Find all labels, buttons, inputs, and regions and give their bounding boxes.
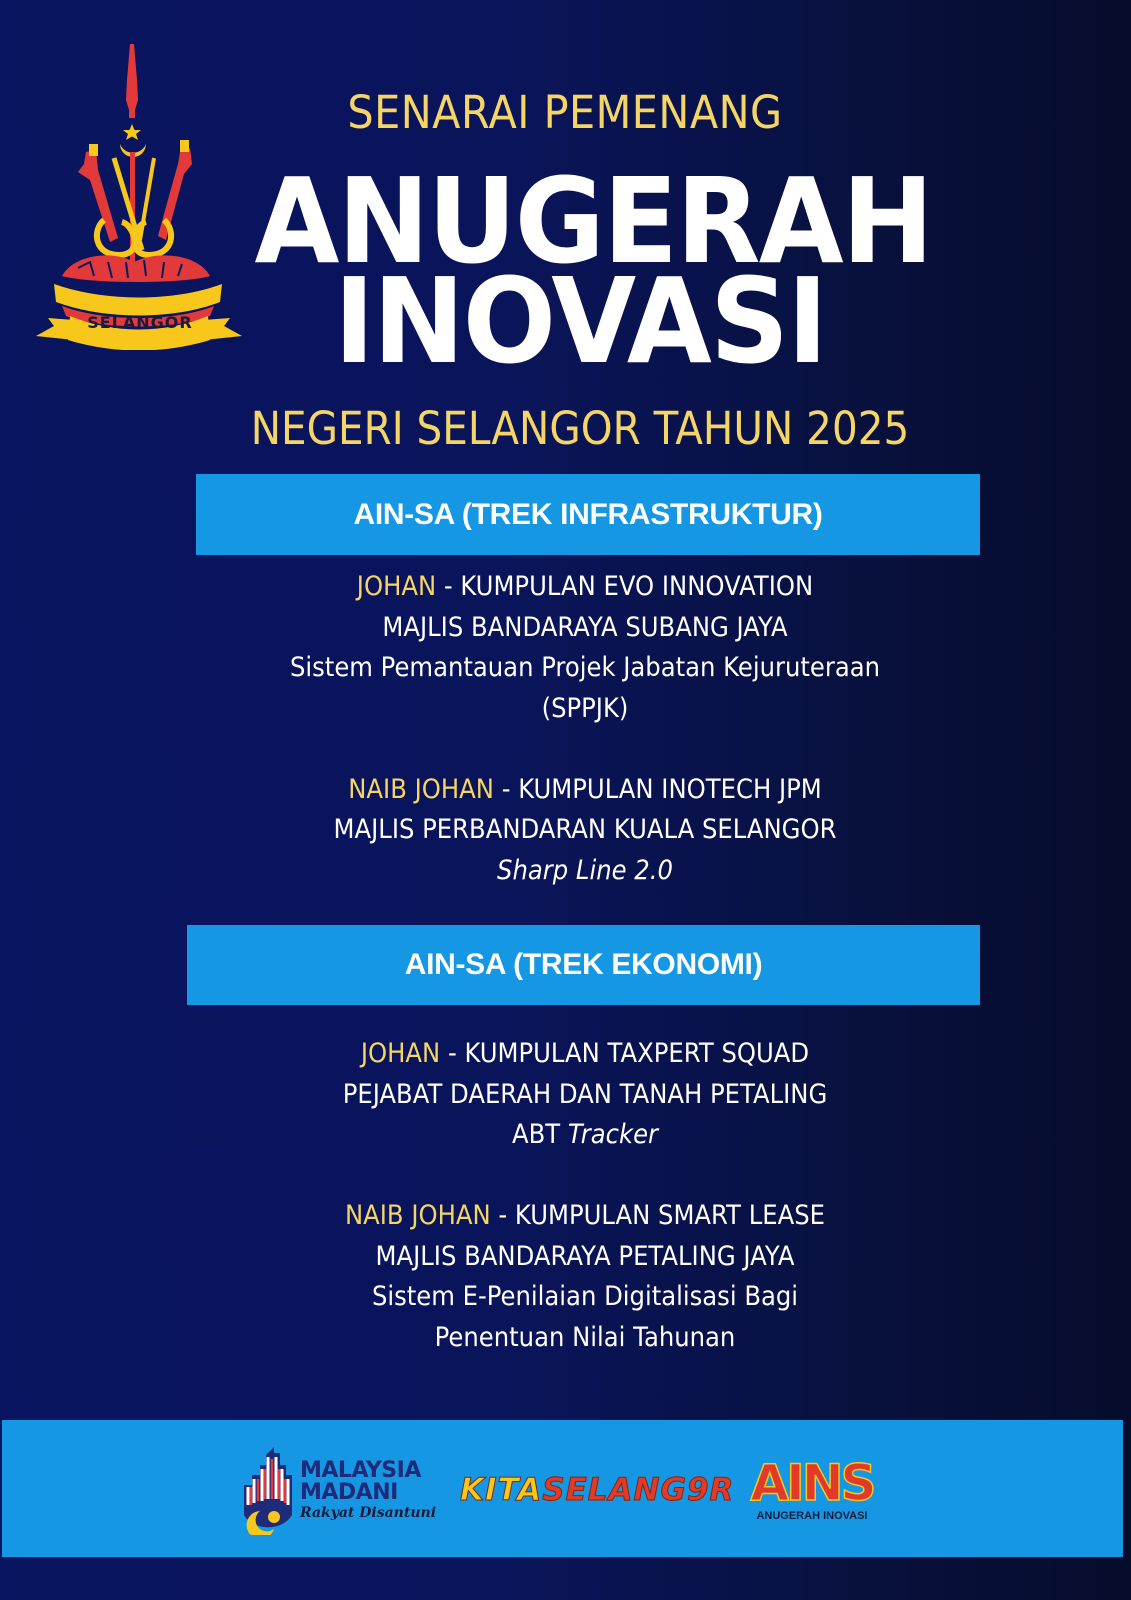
- selangor-text-end: R: [709, 1472, 735, 1508]
- rank-label: JOHAN: [356, 571, 437, 602]
- project-name: Sharp Line 2.0: [497, 854, 673, 886]
- ains-mark: AINS: [750, 1454, 874, 1512]
- kita-selangor-logo: [460, 1472, 734, 1508]
- winner-rank-line: [194, 567, 977, 608]
- rank-label: NAIB JOHAN: [348, 773, 494, 805]
- selangor-crest-icon: [34, 40, 244, 350]
- team-name: KUMPULAN INOTECH JPM: [518, 773, 822, 805]
- section-heading: AIN-SA (TREK EKONOMI): [404, 948, 763, 981]
- winner-rank-line: [194, 770, 977, 811]
- project-name: Sistem E-Penilaian Digitalisasi Bagi: [371, 1281, 799, 1312]
- kita-text: KITA: [460, 1472, 543, 1508]
- project-name: Sistem Pemantauan Projek Jabatan Kejuruteraan: [289, 652, 881, 683]
- madani-line1: MALAYSIA: [300, 1458, 421, 1483]
- separator: -: [440, 1038, 465, 1069]
- ains-logo: [750, 1454, 874, 1522]
- winner-rank-line: [194, 1196, 977, 1237]
- agency-name: MAJLIS BANDARAYA PETALING JAYA: [375, 1240, 795, 1272]
- project-name-cont: (SPPJK): [541, 692, 629, 724]
- project-name: [194, 1115, 977, 1156]
- madani-line2: MADANI: [300, 1480, 398, 1505]
- winners-list-ekonomi: [150, 1034, 1020, 1358]
- madani-tagline: Rakyat Disantuni: [300, 1505, 437, 1521]
- project-name-cont: Penentuan Nilai Tahunan: [434, 1321, 736, 1353]
- malaysia-madani-logo: [240, 1445, 440, 1535]
- year-line: NEGERI SELANGOR TAHUN 2025: [250, 402, 910, 455]
- agency-name: MAJLIS PERBANDARAN KUALA SELANGOR: [333, 814, 837, 845]
- subtitle: SENARAI PEMENANG: [347, 86, 783, 139]
- separator: -: [493, 773, 519, 805]
- footer-logos: [240, 1440, 940, 1540]
- crest-label: SELANGOR: [87, 313, 193, 332]
- rank-label: NAIB JOHAN: [344, 1200, 491, 1231]
- selangor-text: SELANG: [542, 1472, 687, 1508]
- page-title-line2: INOVASI: [333, 252, 827, 390]
- winners-list-infrastruktur: [150, 567, 1020, 891]
- project-name-plain: ABT: [511, 1119, 568, 1150]
- rank-label: JOHAN: [360, 1038, 441, 1069]
- project-name-italic: Tracker: [567, 1119, 659, 1150]
- ains-subtitle: ANUGERAH INOVASI: [756, 1510, 868, 1522]
- location-pin-icon: 9: [686, 1472, 710, 1508]
- section-banner-ekonomi: [187, 925, 980, 1005]
- page-title-line1: ANUGERAH: [254, 152, 932, 290]
- madani-wordmark: [300, 1460, 436, 1520]
- agency-name: PEJABAT DAERAH DAN TANAH PETALING: [342, 1078, 828, 1110]
- winner-rank-line: [194, 1034, 977, 1075]
- team-name: KUMPULAN SMART LEASE: [514, 1200, 826, 1231]
- team-name: KUMPULAN TAXPERT SQUAD: [464, 1038, 810, 1069]
- separator: -: [490, 1200, 515, 1231]
- team-name: KUMPULAN EVO INNOVATION: [460, 571, 814, 602]
- madani-hand-icon: [240, 1445, 296, 1535]
- separator: -: [436, 571, 461, 602]
- section-banner-infrastruktur: [196, 474, 980, 555]
- agency-name: MAJLIS BANDARAYA SUBANG JAYA: [382, 611, 788, 643]
- selangor-crest-logo: [34, 40, 244, 350]
- section-heading: AIN-SA (TREK INFRASTRUKTUR): [353, 497, 823, 531]
